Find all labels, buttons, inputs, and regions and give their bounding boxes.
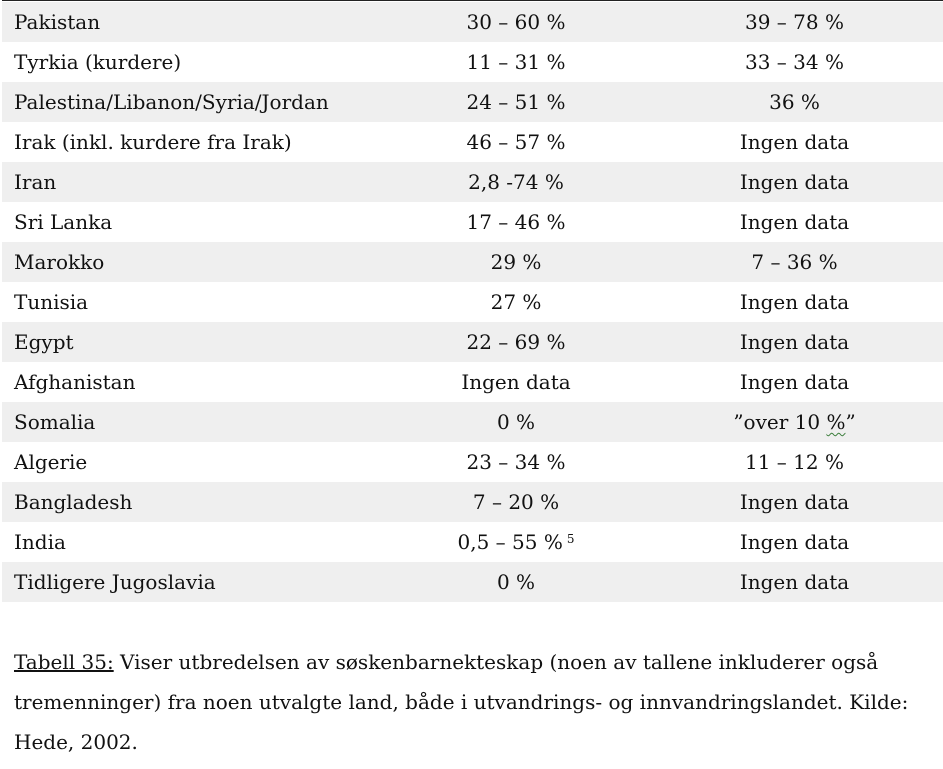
footnote-marker: 5 <box>566 532 575 546</box>
country-cell: Iran <box>14 170 57 194</box>
origin-value-cell: 0 % <box>496 570 536 594</box>
table-row <box>2 162 943 202</box>
table-row <box>2 362 943 402</box>
country-cell: Bangladesh <box>14 490 133 514</box>
destination-value-cell <box>646 410 943 434</box>
destination-suffix: ” <box>845 410 856 434</box>
country-cell: India <box>14 530 66 554</box>
table-row <box>2 202 943 242</box>
origin-value-cell: 11 – 31 % <box>466 50 566 74</box>
table-row <box>2 122 943 162</box>
country-cell: Palestina/Libanon/Syria/Jordan <box>14 90 329 114</box>
table-row <box>2 402 943 442</box>
origin-value-cell: 22 – 69 % <box>466 330 566 354</box>
spellcheck-flagged-text: % <box>826 410 846 434</box>
destination-value-cell: 36 % <box>769 90 820 114</box>
caption-text: Viser utbredelsen av søskenbarnekteskap (noen av tallene inkluderer også tremenninger) fra noen utvalgte land, både i utvandrings- og innvandringslandet. Kilde: Hede, 2002. <box>14 650 909 754</box>
origin-value-cell: 23 – 34 % <box>466 450 566 474</box>
caption-label: Tabell 35: <box>14 650 114 674</box>
table-row <box>2 282 943 322</box>
destination-value-cell: 33 – 34 % <box>745 50 844 74</box>
country-cell: Egypt <box>14 330 74 354</box>
origin-value-cell: 7 – 20 % <box>472 490 560 514</box>
country-cell: Tyrkia (kurdere) <box>14 50 182 74</box>
destination-value-cell: Ingen data <box>739 370 850 394</box>
destination-value-cell: Ingen data <box>739 530 850 554</box>
destination-value-cell: Ingen data <box>739 570 850 594</box>
table-row <box>2 2 943 42</box>
destination-value-cell: 11 – 12 % <box>745 450 844 474</box>
table-row <box>2 82 943 122</box>
table-row <box>2 562 943 602</box>
origin-value-cell: 27 % <box>490 290 542 314</box>
country-cell: Tidligere Jugoslavia <box>14 570 216 594</box>
origin-value-cell: 24 – 51 % <box>466 90 566 114</box>
origin-value-cell: Ingen data <box>461 370 571 394</box>
table-row <box>2 442 943 482</box>
destination-value-cell: Ingen data <box>739 290 850 314</box>
table-row <box>2 242 943 282</box>
origin-value-text: 0,5 – 55 % <box>457 530 563 554</box>
table-row <box>2 322 943 362</box>
table-row <box>2 522 943 562</box>
country-cell: Marokko <box>14 250 105 274</box>
origin-value-cell: 2,8 -74 % <box>468 170 564 194</box>
table-caption <box>14 642 934 762</box>
origin-value-cell: 17 – 46 % <box>466 210 566 234</box>
destination-value-cell: Ingen data <box>739 330 850 354</box>
country-cell: Afghanistan <box>14 370 136 394</box>
origin-value-cell: 0 % <box>496 410 536 434</box>
destination-value-cell: Ingen data <box>739 130 850 154</box>
consanguinity-table <box>2 0 943 602</box>
origin-value-cell: 46 – 57 % <box>466 130 566 154</box>
table-row <box>2 42 943 82</box>
country-cell: Pakistan <box>14 10 101 34</box>
destination-prefix: ”over 10 <box>733 410 827 434</box>
destination-value-cell: Ingen data <box>739 490 850 514</box>
origin-value-cell <box>386 530 646 554</box>
table-row <box>2 482 943 522</box>
country-cell: Algerie <box>14 450 88 474</box>
origin-value-cell: 30 – 60 % <box>466 10 566 34</box>
destination-value-cell: 7 – 36 % <box>751 250 838 274</box>
destination-value-cell: Ingen data <box>739 210 850 234</box>
country-cell: Sri Lanka <box>14 210 113 234</box>
country-cell: Somalia <box>14 410 96 434</box>
origin-value-cell: 29 % <box>490 250 542 274</box>
destination-value-cell: Ingen data <box>739 170 850 194</box>
country-cell: Tunisia <box>14 290 89 314</box>
destination-value-cell: 39 – 78 % <box>745 10 844 34</box>
country-cell: Irak (inkl. kurdere fra Irak) <box>14 130 292 154</box>
